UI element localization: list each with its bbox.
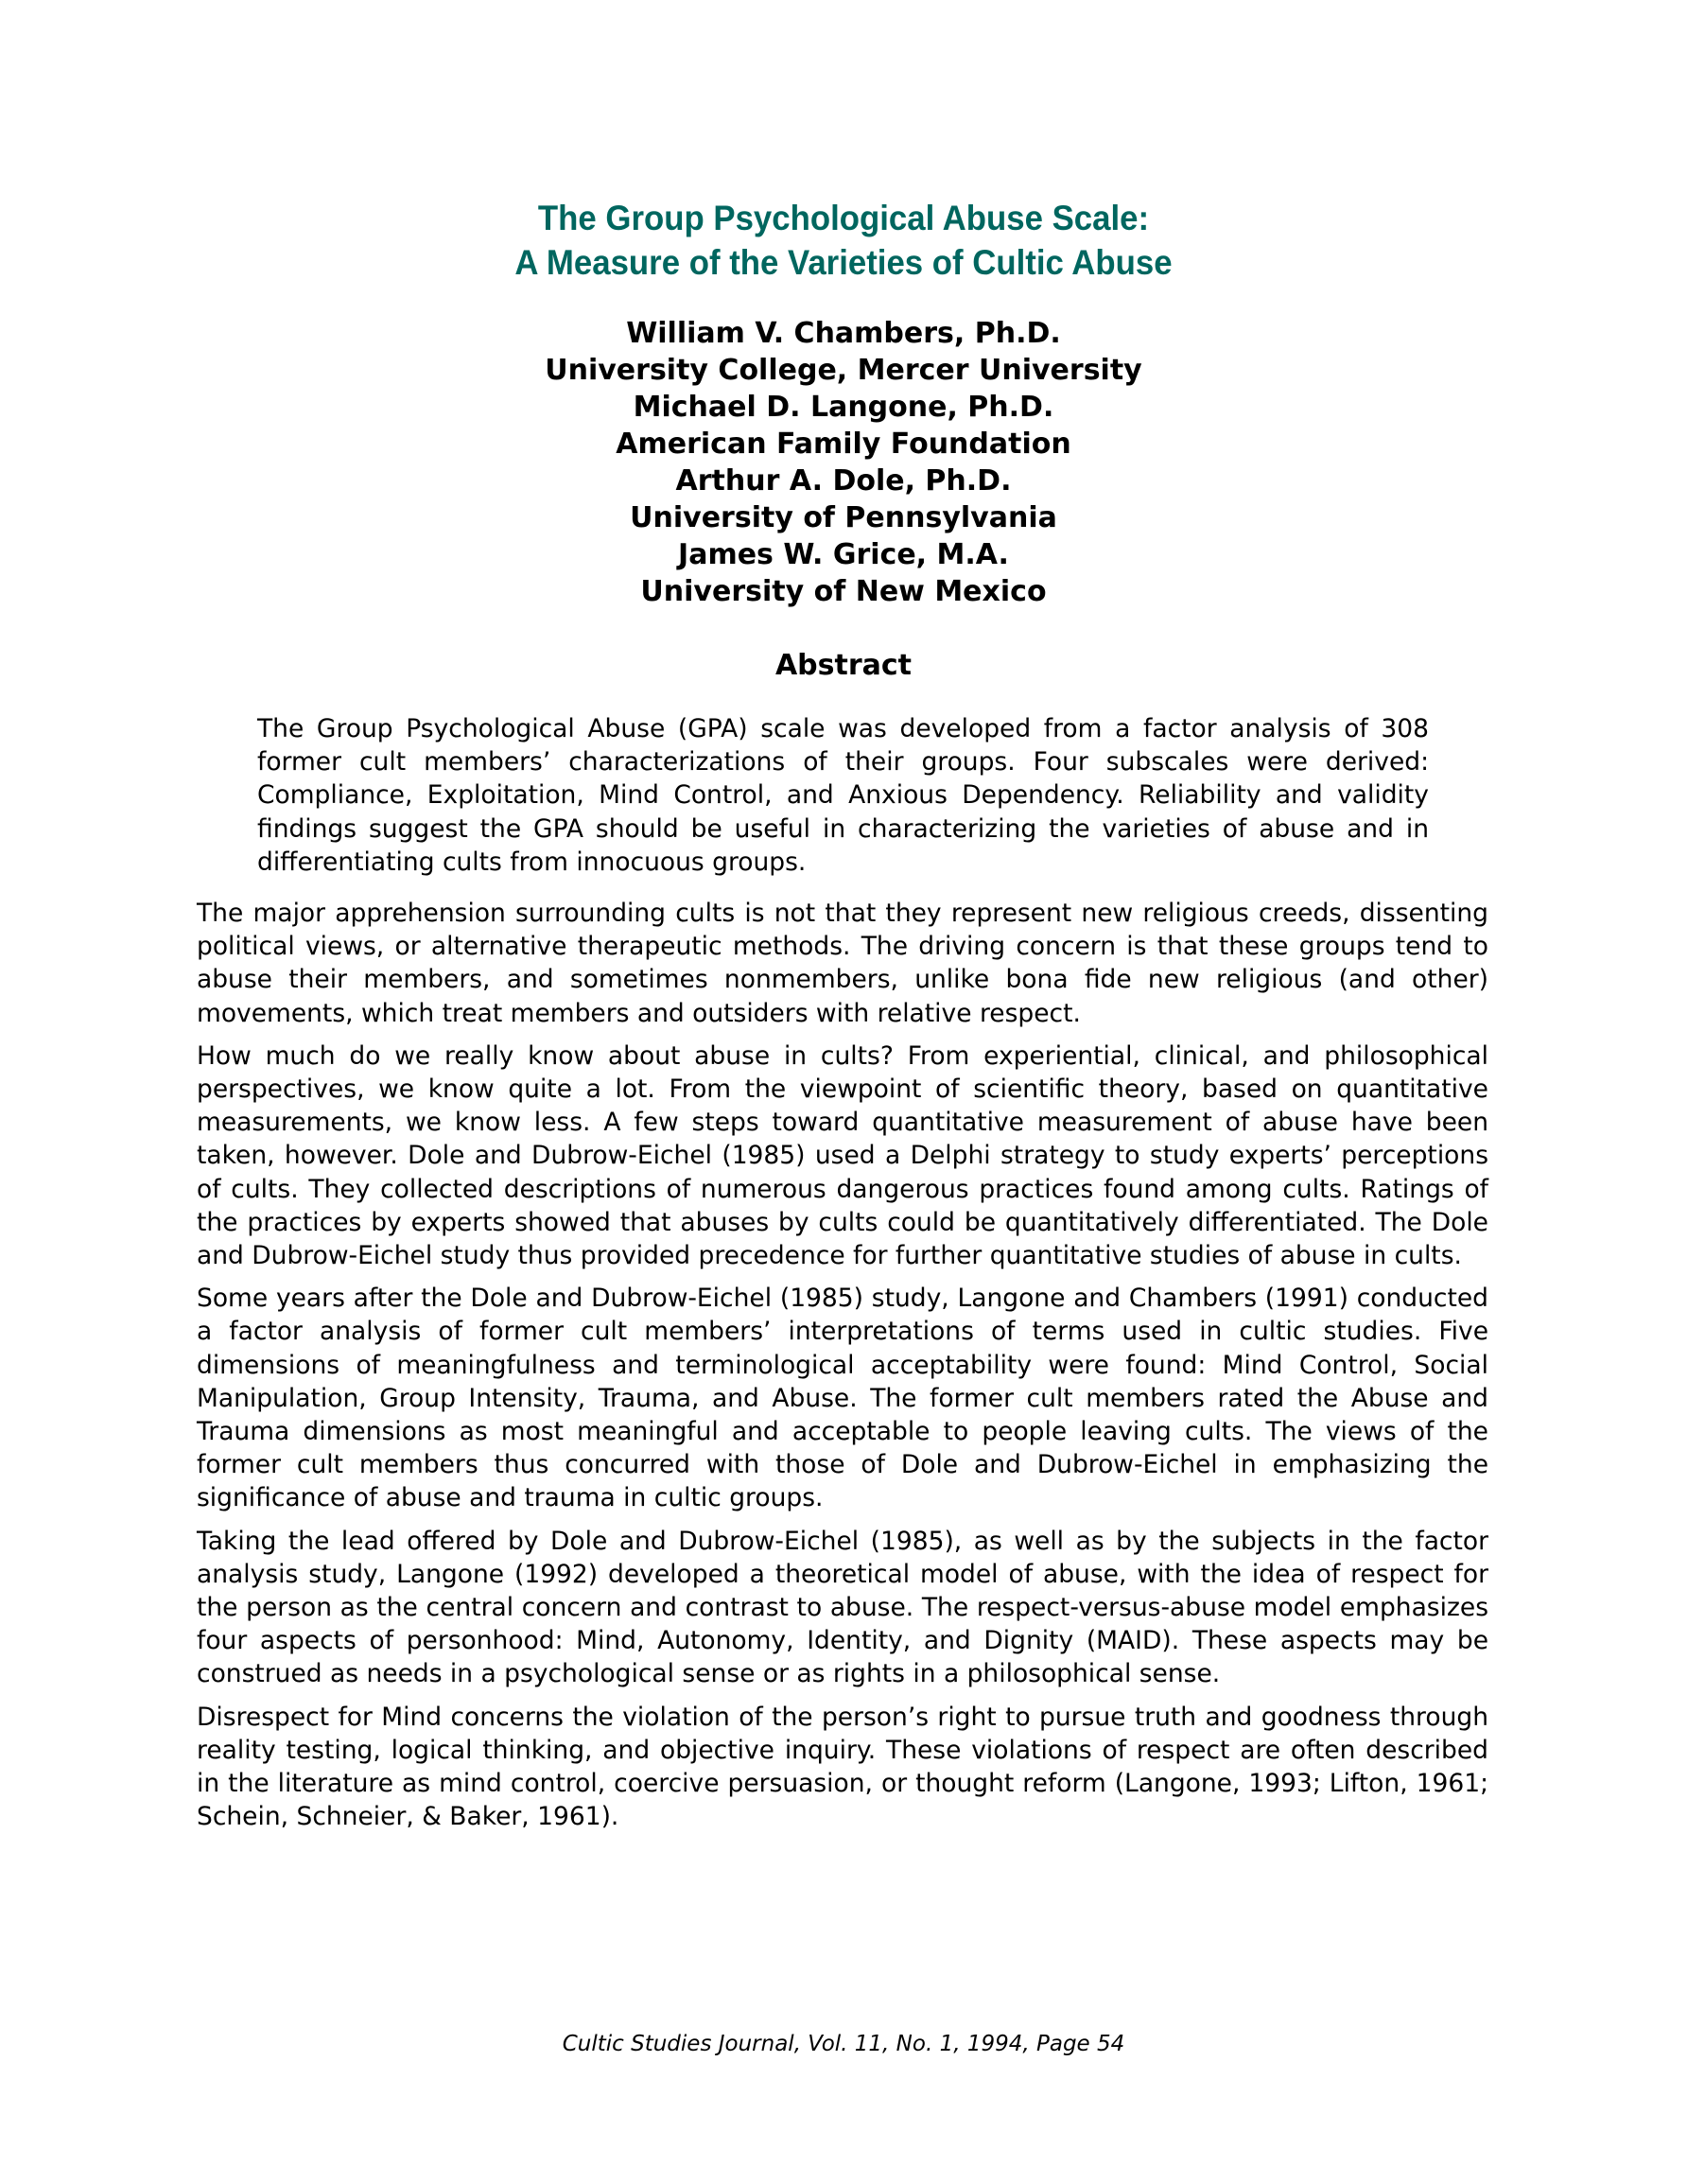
author-affiliation: University of New Mexico bbox=[640, 575, 1047, 608]
author-name: Michael D. Langone, Ph.D. bbox=[633, 391, 1054, 424]
author-affiliation: University of Pennsylvania bbox=[630, 501, 1057, 534]
author-affiliation: University College, Mercer University bbox=[545, 354, 1142, 387]
abstract-heading: Abstract bbox=[774, 649, 913, 682]
body-paragraph: How much do we really know about abuse in cults? From experiential, clinical, and philosophical perspectives, we know quite a lot. From the viewpoint of scientific theory, based on quantitative measurements, we know less. A few steps toward quantitative measurement of abuse have been taken, however. Dole and Dubrow-Eichel (1985) used a Delphi strategy to study experts’ perceptions of cults. They collected descriptions of numerous dangerous practices found among cults. Ratings of the practices by experts showed that abuses by cults could be quantitatively differentiated. The Dole and Dubrow-Eichel study thus provided precedence for further quantitative studies of abuse in cults. bbox=[197, 1040, 1488, 1271]
author-affiliation: American Family Foundation bbox=[616, 428, 1071, 461]
author-block bbox=[0, 315, 1687, 610]
paper-title bbox=[51, 196, 1637, 285]
body-paragraph: The major apprehension surrounding cults is not that they represent new religious creeds, dissenting political views, or alternative therapeutic methods. The driving concern is that these groups tend to abuse their members, and sometimes nonmembers, unlike bona fide new religious (and other) movements, which treat members and outsiders with relative respect. bbox=[197, 899, 1488, 1028]
title-line-2: A Measure of the Varieties of Cultic Abuse bbox=[514, 243, 1173, 282]
body-text bbox=[197, 897, 1488, 1843]
title-line-1: The Group Psychological Abuse Scale: bbox=[537, 199, 1150, 237]
body-paragraph: Disrespect for Mind concerns the violation of the person’s right to pursue truth and goodness through reality testing, logical thinking, and objective inquiry. These violations of respect are often described in the literature as mind control, coercive persuasion, or thought reform (Langone, 1993; Lifton, 1961; Schein, Schneier, & Baker, 1961). bbox=[197, 1702, 1488, 1832]
body-paragraph: Taking the lead offered by Dole and Dubrow-Eichel (1985), as well as by the subjects in the factor analysis study, Langone (1992) developed a theoretical model of abuse, with the idea of respect for the person as the central concern and contrast to abuse. The respect-versus-abuse model emphasizes four aspects of personhood: Mind, Autonomy, Identity, and Dignity (MAID). These aspects may be construed as needs in a psychological sense or as rights in a philosophical sense. bbox=[197, 1526, 1488, 1689]
page-footer: Cultic Studies Journal, Vol. 11, No. 1, 1994, Page 54 bbox=[562, 2032, 1125, 2056]
author-name: William V. Chambers, Ph.D. bbox=[626, 317, 1061, 350]
author-name: James W. Grice, M.A. bbox=[678, 538, 1009, 571]
body-paragraph: Some years after the Dole and Dubrow-Eichel (1985) study, Langone and Chambers (1991) conducted a factor analysis of former cult members’ interpretations of terms used in cultic studies. Five dimensions of meaningfulness and terminological acceptability were found: Mind Control, Social Manipulation, Group Intensity, Trauma, and Abuse. The former cult members rated the Abuse and Trauma dimensions as most meaningful and acceptable to people leaving cults. The views of the former cult members thus concurred with those of Dole and Dubrow-Eichel in emphasizing the significance of abuse and trauma in cultic groups. bbox=[197, 1284, 1488, 1513]
abstract-text: The Group Psychological Abuse (GPA) scale was developed from a factor analysis of 308 former cult members’ characterizations of their groups. Four subscales were derived: Compliance, Exploitation, Mind Control, and Anxious Dependency. Reliability and validity findings suggest the GPA should be useful in characterizing the varieties of abuse and in differentiating cults from innocuous groups. bbox=[257, 714, 1429, 877]
author-name: Arthur A. Dole, Ph.D. bbox=[675, 464, 1012, 498]
